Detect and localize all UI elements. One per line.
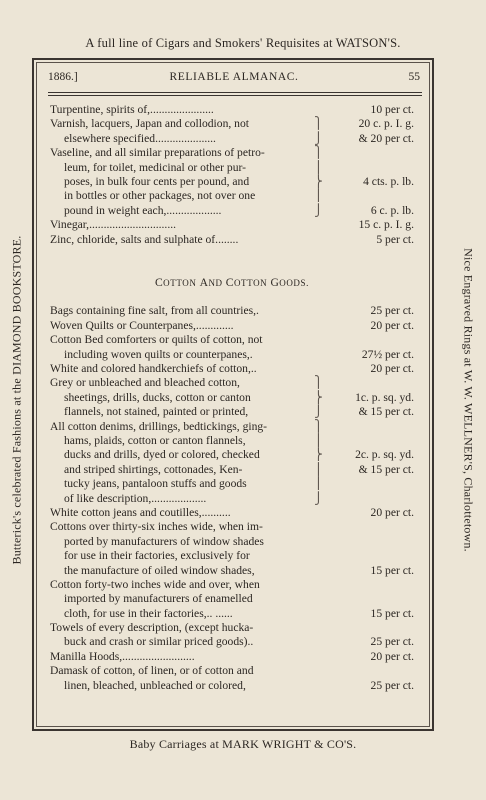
item-description: Woven Quilts or Counterpanes,.............: [50, 318, 234, 332]
spacer: [50, 290, 414, 304]
item-description: sheetings, drills, ducks, cotton or canton: [64, 390, 251, 404]
duty-rate: 15 per ct.: [370, 563, 414, 577]
duty-rate: 1c. p. sq. yd.: [355, 390, 414, 404]
tariff-line: [50, 333, 414, 347]
brace-mark: ⎭: [314, 405, 323, 419]
item-description: White and colored handkerchiefs of cotton,..: [50, 362, 257, 376]
tariff-line: [50, 117, 414, 131]
item-description: imported by manufacturers of enamelled: [64, 592, 253, 606]
tariff-line: [50, 448, 414, 462]
tariff-line: [50, 103, 414, 117]
item-description: All cotton denims, drillings, bedtickings, ging-: [50, 419, 268, 433]
duty-rate: 25 per ct.: [370, 635, 414, 649]
item-description: tucky jeans, pantaloon stuffs and goods: [64, 477, 247, 491]
tariff-line: [50, 535, 414, 549]
duty-rate: 15 c. p. I. g.: [358, 218, 414, 232]
tariff-line: [50, 477, 414, 491]
item-description: leum, for toilet, medicinal or other pur-: [64, 160, 246, 174]
duty-rate: 4 cts. p. lb.: [363, 174, 414, 188]
duty-rate: 20 per ct.: [370, 505, 414, 519]
item-description: Cottons over thirty-six inches wide, when im-: [50, 520, 263, 534]
brace-mark: ⎪: [314, 477, 323, 491]
tariff-line: [50, 621, 414, 635]
tariff-line: [50, 405, 414, 419]
brace-mark: ⎫: [314, 376, 323, 390]
duty-rate: 20 per ct.: [370, 649, 414, 663]
tariff-line: [50, 578, 414, 592]
item-description: elsewhere specified.....................: [64, 131, 216, 145]
tariff-line: [50, 592, 414, 606]
brace-mark: ⎭: [314, 131, 323, 145]
tariff-list: [50, 103, 414, 693]
item-description: Turpentine, spirits of,......................: [50, 103, 214, 116]
tariff-line: [50, 679, 414, 693]
duty-rate: 20 per ct.: [370, 362, 414, 376]
item-description: and striped shirtings, cottonades, Ken-: [64, 462, 243, 476]
running-header: [48, 71, 420, 89]
item-description: cloth, for use in their factories,.. ......: [64, 606, 233, 620]
bottom-advertisement: Baby Carriages at MARK WRIGHT & CO'S.: [129, 737, 357, 751]
item-description: pound in weight each,...................: [64, 203, 222, 217]
duty-rate: 27½ per ct.: [361, 347, 414, 361]
item-description: Cotton forty-two inches wide and over, when: [50, 577, 260, 591]
item-description: Varnish, lacquers, Japan and collodion, not: [50, 117, 249, 131]
tariff-line: [50, 506, 414, 520]
item-description: linen, bleached, unbleached or colored,: [64, 678, 246, 692]
tariff-line: [50, 376, 414, 390]
duty-rate: 10 per ct.: [370, 103, 414, 116]
item-description: Cotton Bed comforters or quilts of cotton, not: [50, 333, 263, 347]
right-advertisement: Nice Engraved Rings at W. W. WELLNER'S, Charlottetown.: [461, 248, 476, 552]
brace-mark: ⎬: [314, 390, 323, 404]
section-heading-text: COTTON AND COTTON GOODS.: [155, 275, 309, 289]
left-advertisement: Butterick's celebrated Fashions at the DIAMOND BOOKSTORE.: [9, 235, 24, 565]
tariff-line: [50, 391, 414, 405]
item-description: Vinegar,..............................: [50, 218, 177, 232]
duty-rate: 15 per ct.: [370, 606, 414, 620]
spacer: [50, 247, 414, 261]
top-advertisement: A full line of Cigars and Smokers' Requisites at WATSON'S.: [85, 36, 401, 50]
item-description: for use in their factories, exclusively for: [64, 549, 250, 563]
item-description: Towels of every description, (except hucka-: [50, 621, 254, 635]
tariff-line: [50, 348, 414, 362]
brace-mark: ⎬: [314, 448, 323, 462]
tariff-line: [50, 463, 414, 477]
duty-rate: & 15 per ct.: [358, 462, 414, 476]
tariff-line: [50, 564, 414, 578]
item-description: Vaseline, and all similar preparations of petro-: [50, 146, 265, 160]
tariff-line: [50, 607, 414, 621]
page-frame: [32, 58, 434, 731]
brace-mark: ⎭: [314, 203, 323, 217]
brace-mark: ⎫: [314, 419, 323, 433]
header-rule-double: [48, 95, 422, 96]
brace-mark: ⎪: [314, 433, 323, 447]
header-title: RELIABLE ALMANAC.: [169, 71, 299, 83]
tariff-line: [50, 304, 414, 318]
duty-rate: 20 per ct.: [370, 318, 414, 332]
duty-rate: & 15 per ct.: [358, 405, 414, 419]
tariff-line: [50, 146, 414, 160]
tariff-line: [50, 161, 414, 175]
duty-rate: 25 per ct.: [370, 304, 414, 318]
tariff-line: [50, 175, 414, 189]
tariff-line: [50, 520, 414, 534]
page-number: 55: [408, 71, 420, 83]
tariff-line: [50, 362, 414, 376]
item-description: Damask of cotton, of linen, or of cotton and: [50, 664, 254, 678]
duty-rate: & 20 per ct.: [358, 131, 414, 145]
brace-mark: ⎭: [314, 491, 323, 505]
tariff-line: [50, 218, 414, 232]
section-heading: [50, 276, 414, 290]
item-description: Grey or unbleached and bleached cotton,: [50, 376, 240, 390]
item-description: White cotton jeans and coutilles,..........: [50, 505, 231, 519]
brace-mark: ⎪: [314, 189, 323, 203]
item-description: of like description,...................: [64, 491, 207, 505]
tariff-line: [50, 420, 414, 434]
item-description: ducks and drills, dyed or colored, checked: [64, 448, 260, 462]
tariff-line: [50, 434, 414, 448]
item-description: Manilla Hoods,.........................: [50, 649, 195, 663]
brace-mark: ⎫: [314, 117, 323, 131]
item-description: Bags containing fine salt, from all countries,.: [50, 304, 259, 318]
item-description: hams, plaids, cotton or canton flannels,: [64, 433, 246, 447]
item-description: flannels, not stained, painted or printed,: [64, 405, 249, 419]
tariff-line: [50, 664, 414, 678]
item-description: ported by manufacturers of window shades: [64, 534, 264, 548]
duty-rate: 25 per ct.: [370, 678, 414, 692]
item-description: in bottles or other packages, not over one: [64, 189, 256, 203]
item-description: including woven quilts or counterpanes,.: [64, 347, 253, 361]
header-year: 1886.]: [48, 71, 78, 83]
brace-mark: ⎪: [314, 462, 323, 476]
item-description: the manufacture of oiled window shades,: [64, 563, 255, 577]
duty-rate: 2c. p. sq. yd.: [355, 448, 414, 462]
duty-rate: 6 c. p. lb.: [370, 203, 414, 217]
tariff-line: [50, 635, 414, 649]
tariff-line: [50, 549, 414, 563]
spacer: [50, 261, 414, 275]
brace-mark: ⎬: [314, 174, 323, 188]
tariff-line: [50, 650, 414, 664]
tariff-line: [50, 132, 414, 146]
header-rule: [48, 92, 422, 93]
tariff-line: [50, 492, 414, 506]
item-description: poses, in bulk four cents per pound, and: [64, 174, 250, 188]
tariff-line: [50, 233, 414, 247]
duty-rate: 5 per ct.: [376, 232, 414, 246]
item-description: buck and crash or similar priced goods)..: [64, 635, 254, 649]
tariff-line: [50, 189, 414, 203]
brace-mark: ⎪: [314, 160, 323, 174]
item-description: Zinc, chloride, salts and sulphate of........: [50, 232, 239, 246]
tariff-line: [50, 204, 414, 218]
duty-rate: 20 c. p. I. g.: [358, 117, 414, 131]
brace-mark: ⎫: [314, 146, 323, 160]
tariff-line: [50, 319, 414, 333]
